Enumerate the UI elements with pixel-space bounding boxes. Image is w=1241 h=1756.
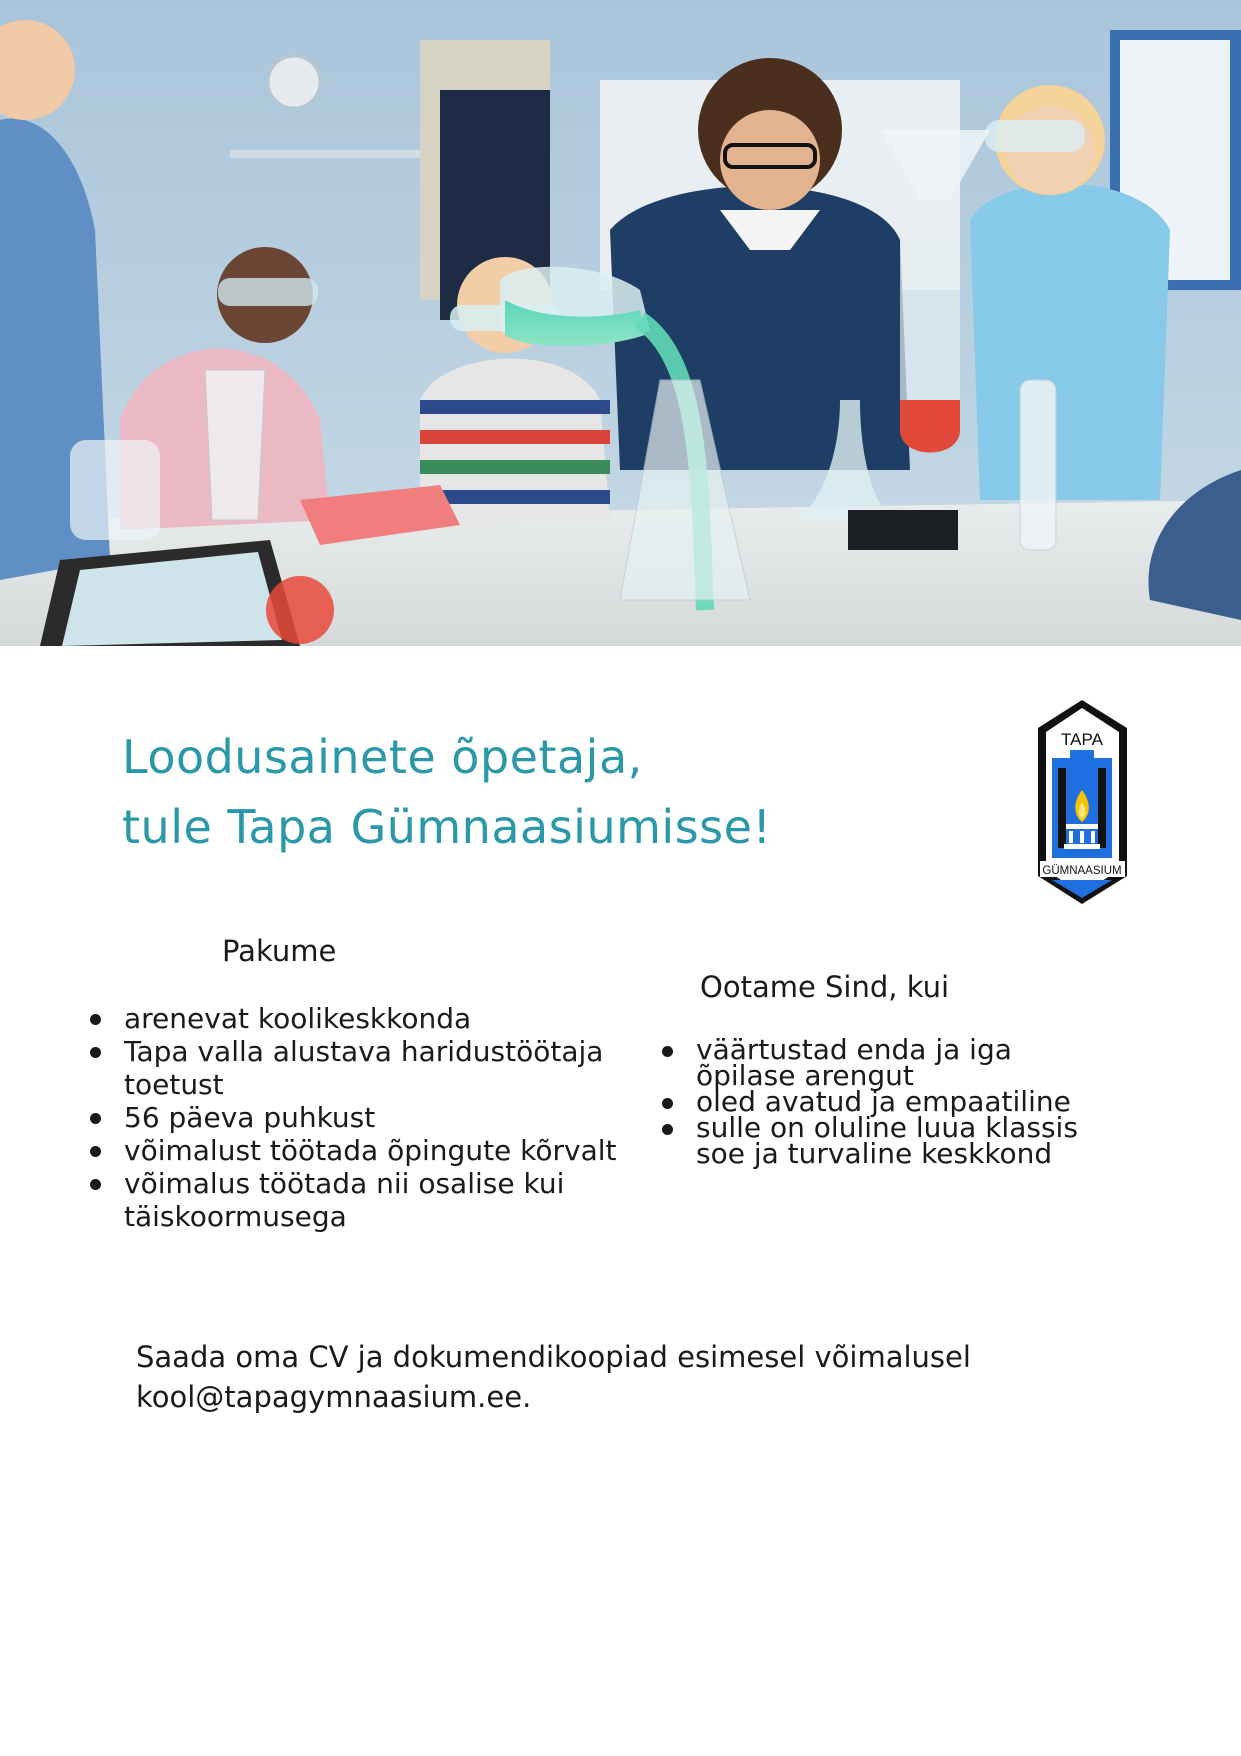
- contact-line-1: Saada oma CV ja dokumendikoopiad esimesel võimalusel: [136, 1340, 971, 1374]
- school-crest-icon: [1030, 698, 1135, 908]
- contact-text: [136, 1337, 971, 1417]
- logo-bottom-text: GÜMNAASIUM: [1042, 865, 1122, 877]
- expect-list: [662, 1033, 1082, 1170]
- science-classroom-illustration: [0, 0, 1241, 646]
- expect-heading: Ootame Sind, kui: [700, 970, 950, 1004]
- school-logo: [1030, 698, 1135, 908]
- list-item: oled avatud ja empaatiline: [662, 1089, 1082, 1115]
- logo-top-text: TAPA: [1061, 730, 1103, 749]
- title-line-1: Loodusainete õpetaja,: [122, 730, 643, 784]
- list-item: arenevat koolikeskkonda: [90, 1002, 630, 1035]
- list-item: võimalus töötada nii osalise kui täiskoormusega: [90, 1167, 630, 1233]
- offer-heading: Pakume: [222, 934, 337, 968]
- list-item: väärtustad enda ja iga õpilase arengut: [662, 1037, 1082, 1089]
- list-item: võimalust töötada õpingute kõrvalt: [90, 1134, 630, 1167]
- offer-list: [90, 1002, 630, 1233]
- page-title: [122, 722, 771, 862]
- contact-email[interactable]: kool@tapagymnaasium.ee.: [136, 1380, 532, 1414]
- list-item: Tapa valla alustava haridustöötaja toetust: [90, 1035, 630, 1101]
- title-line-2: tule Tapa Gümnaasiumisse!: [122, 800, 772, 854]
- list-item: 56 päeva puhkust: [90, 1101, 630, 1134]
- list-item: sulle on oluline luua klassis soe ja turvaline keskkond: [662, 1115, 1082, 1167]
- hero-image: [0, 0, 1241, 646]
